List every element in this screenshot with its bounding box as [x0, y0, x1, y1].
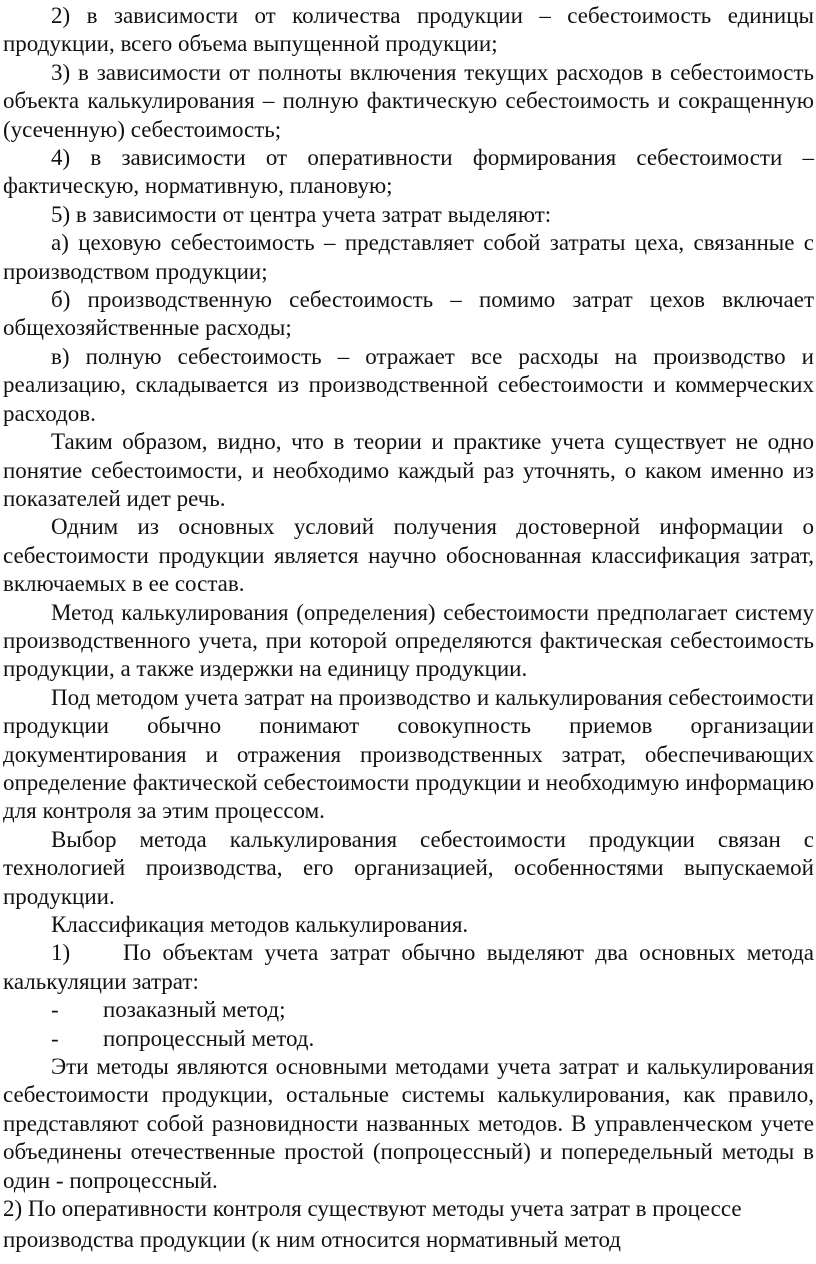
- paragraph-conclusion: Таким образом, видно, что в теории и практике учета существует не одно понятие себестоимости, и необходимо каждый раз уточнять, о каком именно из показателей идет речь.: [3, 429, 814, 511]
- numbered-item: [3, 939, 814, 996]
- paragraph-costing-method: Метод калькулирования (определения) себестоимости предполагает систему производственного учета, при которой определяются фактическая себестоимость продукции, а также издержки на единицу продукции.: [3, 599, 814, 682]
- paragraph-methods-summary: Эти методы являются основными методами учета затрат и калькулирования себестоимости продукции, остальные системы калькулирования, как правило, представляют собой разновидности названных методов. В управленческом учете объединены отечественные простой (попроцессный) и попередельный методы в один - попроцессный.: [3, 1054, 814, 1193]
- list-item-text: позаказный метод;: [103, 997, 286, 1023]
- final-line: производства продукции (к ним относится нормативный метод: [3, 1227, 622, 1253]
- numbered-item-number: 1): [51, 940, 71, 966]
- classification-heading: Классификация методов калькулирования.: [51, 912, 469, 937]
- list-item-marker: -: [51, 997, 59, 1023]
- paragraph-workshop-cost: а) цеховую себестоимость – представляет собой затраты цеха, связанные с производством продукции;: [3, 230, 814, 284]
- final-line: 2) По оперативности контроля существуют методы учета затрат в процессе: [3, 1196, 742, 1222]
- list-item: [3, 996, 814, 1024]
- paragraph-method-choice: Выбор метода калькулирования себестоимости продукции связан с технологией производства, его организацией, особенностями выпускаемой продукции.: [3, 826, 814, 909]
- paragraph-cost-by-timeliness: 4) в зависимости от оперативности формирования себестоимости – фактическую, нормативную, плановую;: [3, 145, 814, 199]
- paragraph-classification-condition: Одним из основных условий получения достоверной информации о себестоимости продукции является научно обоснованная классификация затрат, включаемых в ее состав.: [3, 514, 814, 597]
- paragraph-production-cost: б) производственную себестоимость – помимо затрат цехов включает общехозяйственные расходы;: [3, 287, 814, 341]
- paragraph-cost-by-completeness: 3) в зависимости от полноты включения текущих расходов в себестоимость объекта калькулирования – полную фактическую себестоимость и сокращенную (усеченную) себестоимость;: [3, 59, 814, 142]
- paragraph-method-definition: Под методом учета затрат на производство и калькулирования себестоимости продукции обычно понимают совокупность приемов организации документирования и отражения производственных затрат, обеспечивающих определение фактической себестоимости продукции и необходимую информацию для контроля за этим процессом.: [3, 684, 814, 824]
- paragraph-full-cost: в) полную себестоимость – отражает все расходы на производство и реализацию, складывается из производственной себестоимости и коммерческих расходов.: [3, 343, 814, 426]
- list-item: [3, 1025, 814, 1053]
- list-item-marker: -: [51, 1025, 59, 1051]
- paragraph-cost-by-quantity: 2) в зависимости от количества продукции – себестоимость единицы продукции, всего объема выпущенной продукции;: [3, 3, 814, 57]
- numbered-item-text: По объектам учета затрат обычно выделяют два основных метода калькуляции затрат:: [3, 940, 814, 994]
- list-item-text: попроцессный метод.: [103, 1025, 315, 1051]
- paragraph-cost-by-center: 5) в зависимости от центра учета затрат выделяют:: [51, 201, 552, 227]
